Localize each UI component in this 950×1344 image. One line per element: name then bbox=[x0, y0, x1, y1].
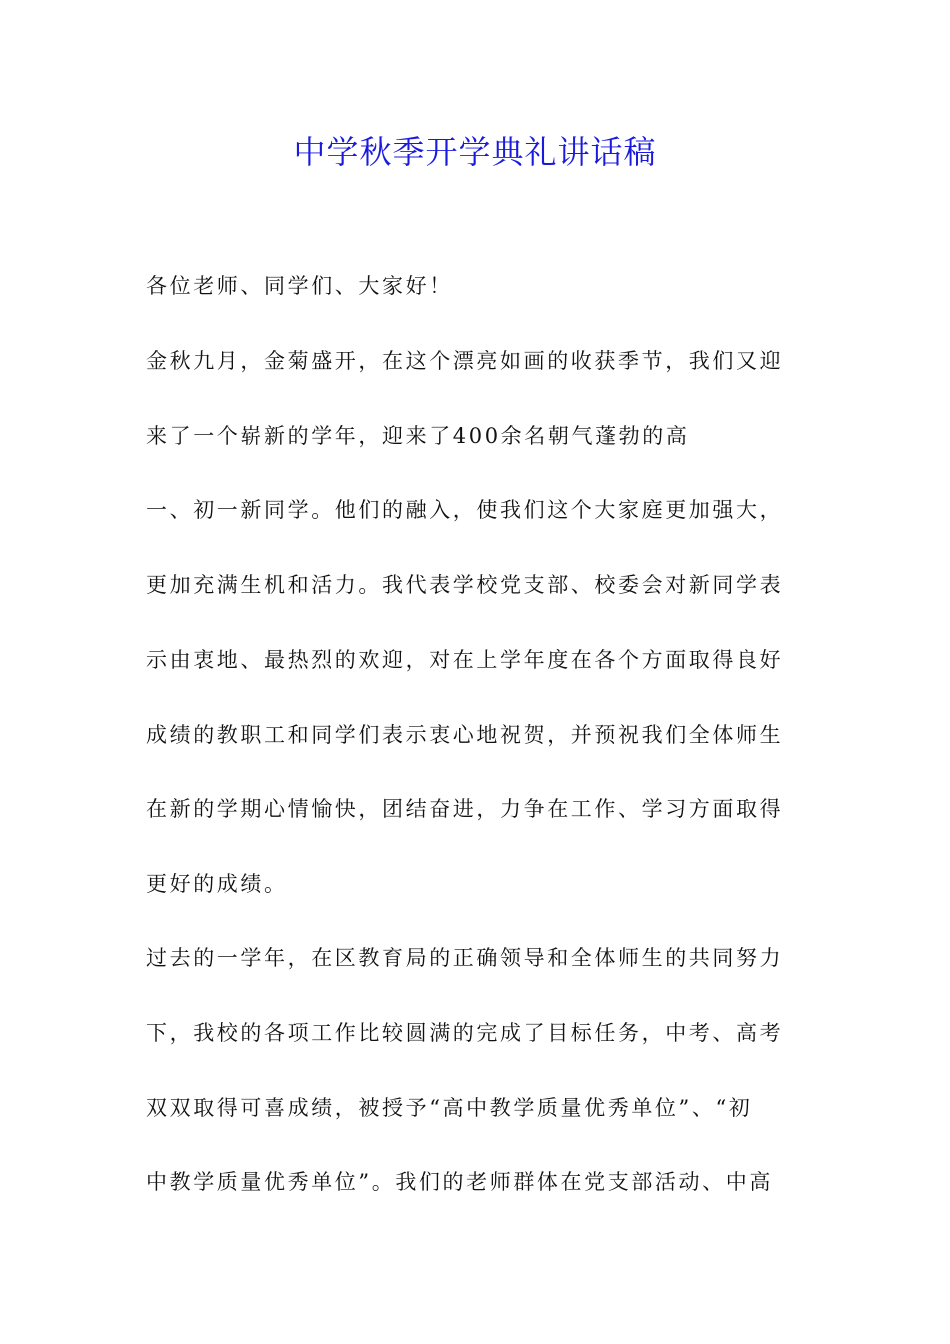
body-line: 下，我校的各项工作比较圆满的完成了目标任务，中考、高考 bbox=[146, 1021, 784, 1045]
greeting-line: 各位老师、同学们、大家好！ bbox=[146, 274, 453, 298]
body-line: 金秋九月，金菊盛开，在这个漂亮如画的收获季节，我们又迎 bbox=[146, 349, 784, 373]
body-line: 双双取得可喜成绩，被授予“高中教学质量优秀单位”、“初 bbox=[146, 1096, 753, 1120]
body-line: 来了一个崭新的学年，迎来了400余名朝气蓬勃的高 bbox=[146, 424, 690, 448]
body-line: 在新的学期心情愉快，团结奋进，力争在工作、学习方面取得 bbox=[146, 797, 784, 821]
body-line: 过去的一学年，在区教育局的正确领导和全体师生的共同努力 bbox=[146, 946, 784, 970]
body-line: 中教学质量优秀单位”。我们的老师群体在党支部活动、中高 bbox=[146, 1170, 773, 1194]
body-line: 示由衷地、最热烈的欢迎，对在上学年度在各个方面取得良好 bbox=[146, 648, 784, 672]
document-title: 中学秋季开学典礼讲话稿 bbox=[293, 133, 657, 171]
body-line: 一、初一新同学。他们的融入，使我们这个大家庭更加强大， bbox=[146, 498, 784, 522]
body-line: 更好的成绩。 bbox=[146, 872, 288, 896]
body-line: 成绩的教职工和同学们表示衷心地祝贺，并预祝我们全体师生 bbox=[146, 723, 784, 747]
body-line: 更加充满生机和活力。我代表学校党支部、校委会对新同学表 bbox=[146, 573, 784, 597]
